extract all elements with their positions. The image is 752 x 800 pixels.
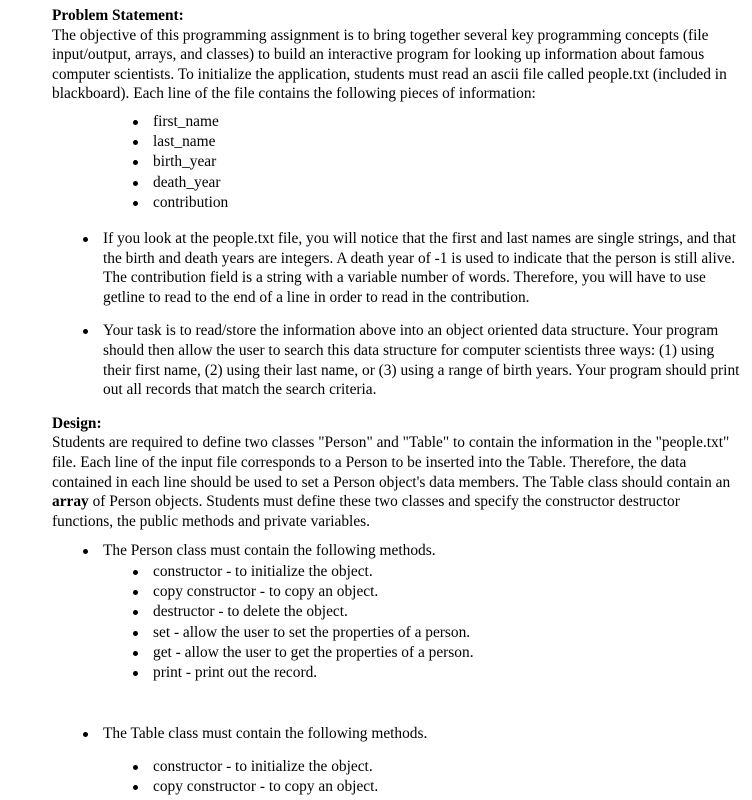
problem-statement-paragraph: The objective of this programming assignment is to bring together several key programming concepts (file input/output, arrays, and classes) to build an interactive program for looking up information about famous computer scientists. To initialize the application, students must read an ascii file called people.txt (included in blackboard). Each line of the file contains the following pieces of information:	[52, 26, 727, 103]
list-item: copy constructor - to copy an object.	[103, 777, 744, 797]
list-item: constructor - to initialize the object.	[103, 562, 744, 582]
table-class-intro	[52, 724, 744, 797]
person-methods-list	[103, 562, 744, 683]
design-paragraph-text-before: Students are required to define two classes "Person" and "Table" to contain the information in the "people.txt" file. Each line of the input file corresponds to a Person to be inserted into the Table. Therefore, the data contained in each line should be used to set a Person object's data members. The Table class should contain an	[52, 434, 731, 491]
table-class-intro-text: The Table class must contain the following methods.	[103, 725, 428, 743]
person-class-intro-text: The Person class must contain the following methods.	[103, 542, 436, 560]
list-item: first_name	[52, 112, 744, 132]
list-item: get - allow the user to get the properties of a person.	[103, 643, 744, 663]
person-class-list	[52, 541, 744, 683]
document-page	[52, 6, 744, 797]
list-item: last_name	[52, 132, 744, 152]
design-heading: Design:	[52, 414, 102, 432]
list-item: copy constructor - to copy an object.	[103, 582, 744, 602]
list-item: set - allow the user to set the properties of a person.	[103, 623, 744, 643]
table-methods-list	[103, 757, 744, 797]
list-item: constructor - to initialize the object.	[103, 757, 744, 777]
list-item: contribution	[52, 193, 744, 213]
design-paragraph-text-after: of Person objects. Students must define these two classes and specify the constructor destructor functions, the public methods and private variables.	[52, 493, 680, 530]
bullet-paragraph-task: Your task is to read/store the information above into an object oriented data structure. Your program should then allow the user to search this data structure for computer scientists three ways: (1) using their first name, (2) using their last name, or (3) using a range of birth years. Your program should print out all records that match the search criteria.	[52, 321, 744, 399]
field-list	[52, 112, 744, 213]
list-item: destructor - to delete the object.	[103, 602, 744, 622]
table-class-list	[52, 724, 744, 797]
problem-statement-heading: Problem Statement:	[52, 7, 184, 24]
problem-bullet-list	[52, 229, 744, 400]
bullet-paragraph-people-file: If you look at the people.txt file, you will notice that the first and last names are single strings, and that the birth and death years are integers. A death year of -1 is used to indicate that the person is still alive. The contribution field is a string with a variable number of words. Therefore, you will have to use getline to read to the end of a line in order to read in the contribution.	[52, 229, 744, 307]
list-item: print - print out the record.	[103, 663, 744, 683]
design-paragraph-emphasis: array	[52, 493, 89, 511]
list-item: birth_year	[52, 152, 744, 172]
list-item: death_year	[52, 173, 744, 193]
person-class-intro	[52, 541, 744, 683]
design-paragraph	[52, 433, 744, 531]
